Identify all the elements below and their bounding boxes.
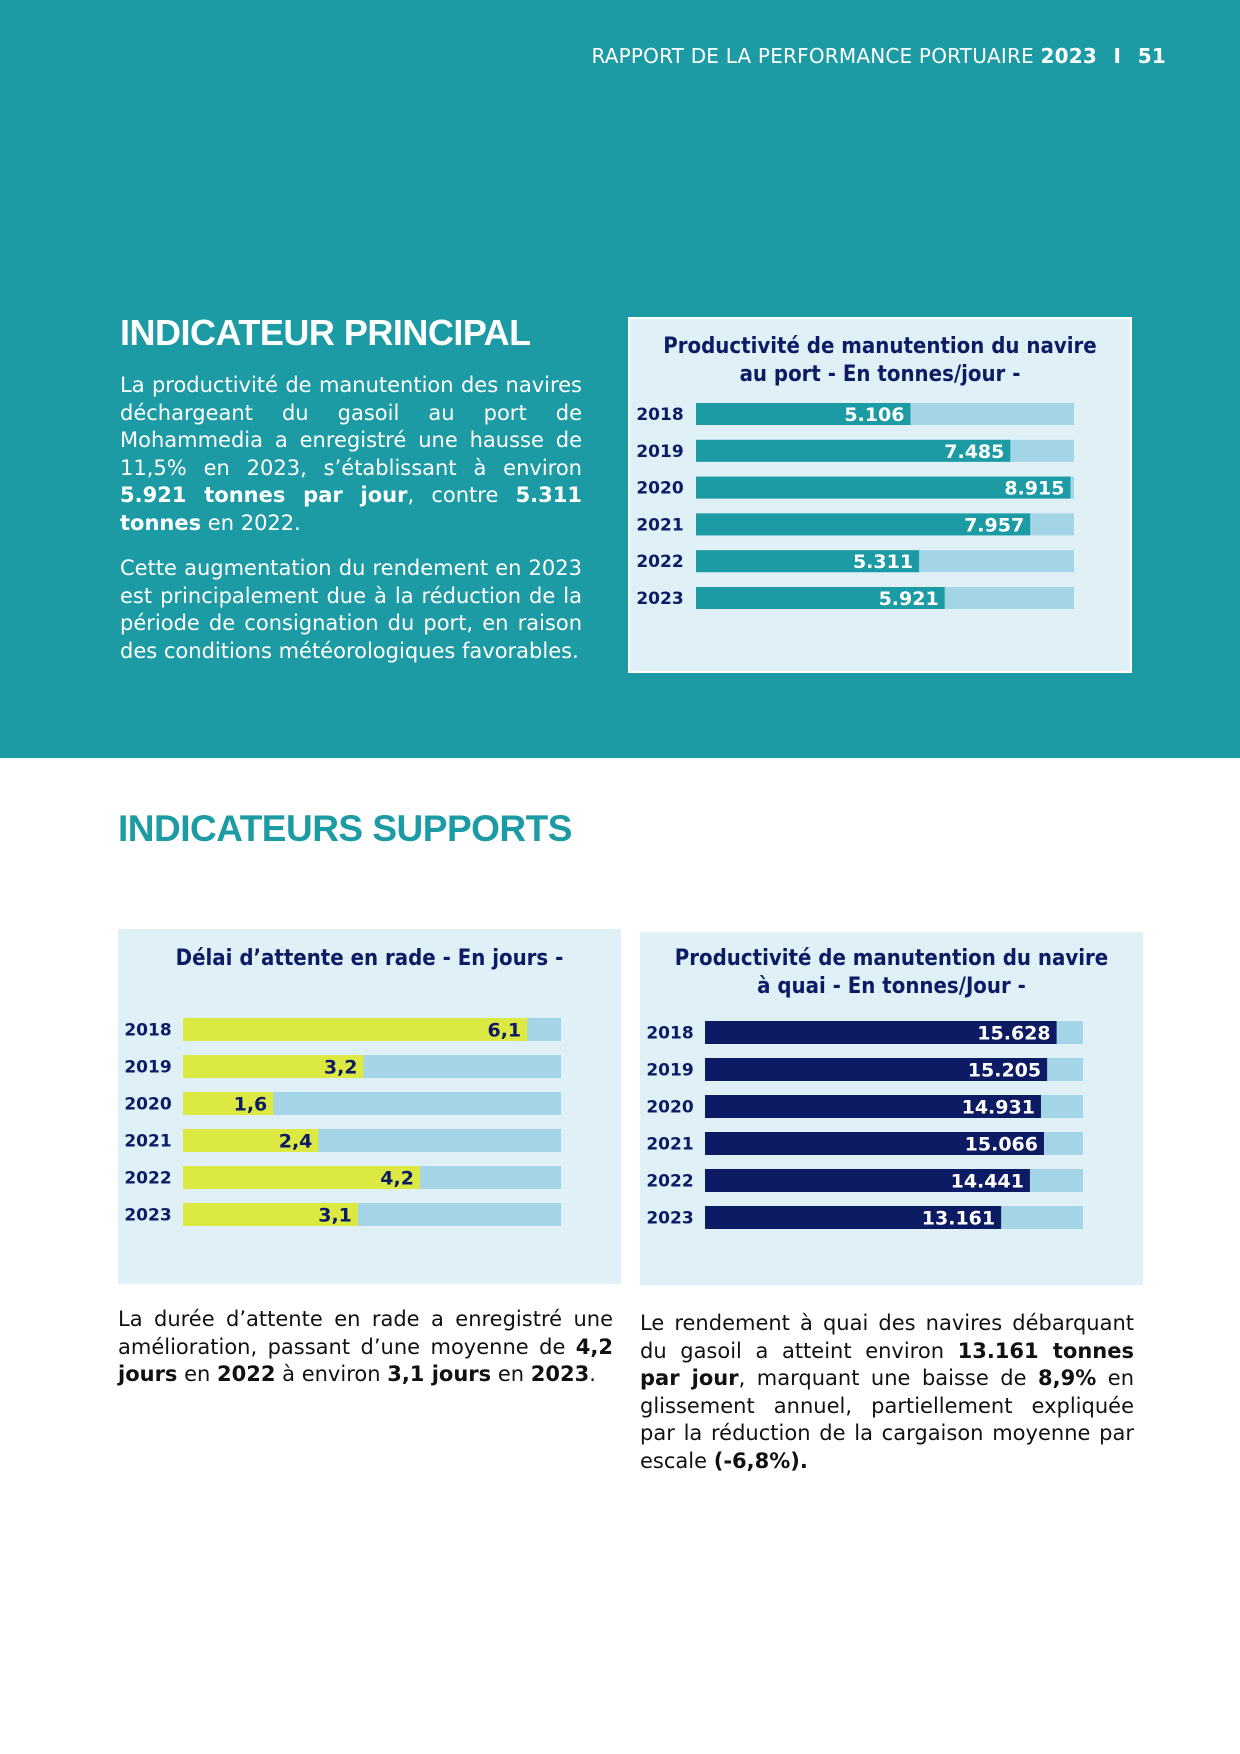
value-label-2023: 13.161 (921, 1207, 996, 1230)
principal-text (120, 372, 582, 683)
text-emphasis: (-6,8%). (713, 1448, 808, 1473)
category-label-2019: 2019 (636, 441, 684, 462)
text-run: , s’établissant à environ (300, 455, 582, 480)
value-label-2018: 6,1 (487, 1019, 522, 1042)
category-label-2020: 2020 (636, 478, 684, 499)
category-label-2020: 2020 (646, 1097, 694, 1118)
text-emphasis: 5.311 tonnes (120, 483, 582, 535)
bar-2018 (183, 1018, 527, 1041)
running-header (591, 44, 1166, 68)
value-label-2020: 8.915 (1004, 477, 1065, 500)
chart-port-title (630, 333, 1130, 389)
text-emphasis: 3,1 jours (387, 1362, 492, 1386)
text-run: 11,5% (120, 455, 187, 480)
chart-port-box (628, 317, 1132, 673)
category-label-2021: 2021 (646, 1134, 694, 1155)
category-label-2020: 2020 (124, 1094, 172, 1115)
text-run: en glissement annuel, partiellement expliquée par la réduction de la cargaison moyenne par escale (640, 1366, 1135, 1473)
value-label-2021: 2,4 (278, 1130, 313, 1153)
category-label-2022: 2022 (646, 1171, 694, 1192)
value-label-2022: 14.441 (950, 1170, 1024, 1193)
text-run: 2022 (240, 510, 295, 535)
category-label-2019: 2019 (646, 1060, 694, 1081)
value-label-2018: 5.106 (844, 404, 905, 426)
running-header-separator: I (1113, 44, 1122, 68)
value-label-2022: 4,2 (380, 1167, 414, 1190)
text-run: . (589, 1362, 596, 1386)
principal-paragraph-2: Cette augmentation du rendement en 2023 est principalement due à la réduction de la période de consignation du port, en raison des conditions météorologiques favorables. (120, 556, 582, 663)
text-run: 2023 (246, 455, 301, 480)
supports-left-text (118, 1306, 613, 1389)
category-label-2021: 2021 (124, 1131, 172, 1152)
text-emphasis: 2023 (530, 1362, 590, 1386)
chart-quai-box (640, 932, 1143, 1285)
principal-paragraph-1 (120, 372, 582, 537)
heading-indicateurs-supports: INDICATEURS SUPPORTS (118, 808, 572, 849)
chart-rade-title (118, 945, 621, 973)
text-emphasis: 13.161 tonnes par jour (640, 1338, 1134, 1390)
chart-port-title-line-1: Productivité de manutention du navire (663, 334, 1097, 359)
text-run: La productivité de manutention des navires déchargeant du gasoil au port de Mohammedia a enregistré une hausse de (120, 373, 582, 452)
text-run: en (201, 510, 241, 535)
value-label-2019: 15.205 (967, 1059, 1042, 1082)
category-label-2018: 2018 (646, 1023, 694, 1044)
page-number: 51 (1137, 44, 1166, 68)
chart-quai-title-line-1: Productivité de manutention du navire (674, 946, 1109, 971)
value-label-2023: 5.921 (878, 588, 939, 610)
text-emphasis: 8,9% (1038, 1366, 1097, 1390)
category-label-2023: 2023 (646, 1208, 694, 1229)
running-header-year: 2023 (1040, 44, 1097, 68)
category-label-2022: 2022 (636, 552, 684, 573)
text-run: , marquant une baisse de (738, 1366, 1039, 1390)
category-label-2023: 2023 (124, 1205, 172, 1226)
category-label-2023: 2023 (636, 589, 684, 609)
category-label-2022: 2022 (124, 1168, 172, 1189)
value-label-2021: 7.957 (964, 514, 1025, 537)
text-run: Le rendement à quai des navires débarquant du gasoil a atteint environ (640, 1311, 1134, 1363)
text-run: en (491, 1362, 531, 1386)
value-label-2018: 15.628 (977, 1022, 1051, 1045)
value-label-2020: 14.931 (961, 1096, 1035, 1119)
text-run: , contre (407, 483, 516, 507)
value-label-2019: 7.485 (944, 440, 1005, 463)
text-emphasis: 2022 (217, 1362, 276, 1386)
text-run: La durée d’attente en rade a enregistré une amélioration, passant d’une moyenne de (118, 1307, 613, 1359)
category-label-2018: 2018 (636, 405, 684, 425)
heading-indicateur-principal: INDICATEUR PRINCIPAL (120, 312, 531, 353)
value-label-2020: 1,6 (233, 1093, 268, 1116)
category-label-2021: 2021 (636, 515, 684, 536)
chart-rade-svg (118, 929, 621, 1284)
text-emphasis: 5.921 tonnes par jour (120, 483, 408, 507)
value-label-2019: 3,2 (323, 1056, 358, 1079)
text-run: à environ (275, 1362, 388, 1386)
running-header-text: RAPPORT DE LA PERFORMANCE PORTUAIRE (591, 44, 1034, 68)
value-label-2021: 15.066 (964, 1133, 1038, 1156)
value-label-2022: 5.311 (852, 551, 914, 574)
text-run: en (186, 455, 247, 480)
value-label-2023: 3,1 (318, 1204, 352, 1227)
text-run: . (294, 510, 301, 535)
chart-rade-title-line-1: Délai d’attente en rade - En jours - (175, 946, 564, 971)
category-label-2019: 2019 (124, 1057, 172, 1078)
text-emphasis: 4,2 jours (118, 1334, 613, 1386)
category-label-2018: 2018 (124, 1020, 172, 1041)
chart-port-title-line-2: au port - En tonnes/jour - (739, 362, 1021, 387)
chart-quai-title-line-2: à quai - En tonnes/Jour - (757, 974, 1026, 999)
supports-right-text (640, 1310, 1134, 1475)
chart-quai-title (640, 945, 1143, 1001)
chart-rade-box (118, 929, 621, 1284)
text-run: en (177, 1362, 218, 1386)
